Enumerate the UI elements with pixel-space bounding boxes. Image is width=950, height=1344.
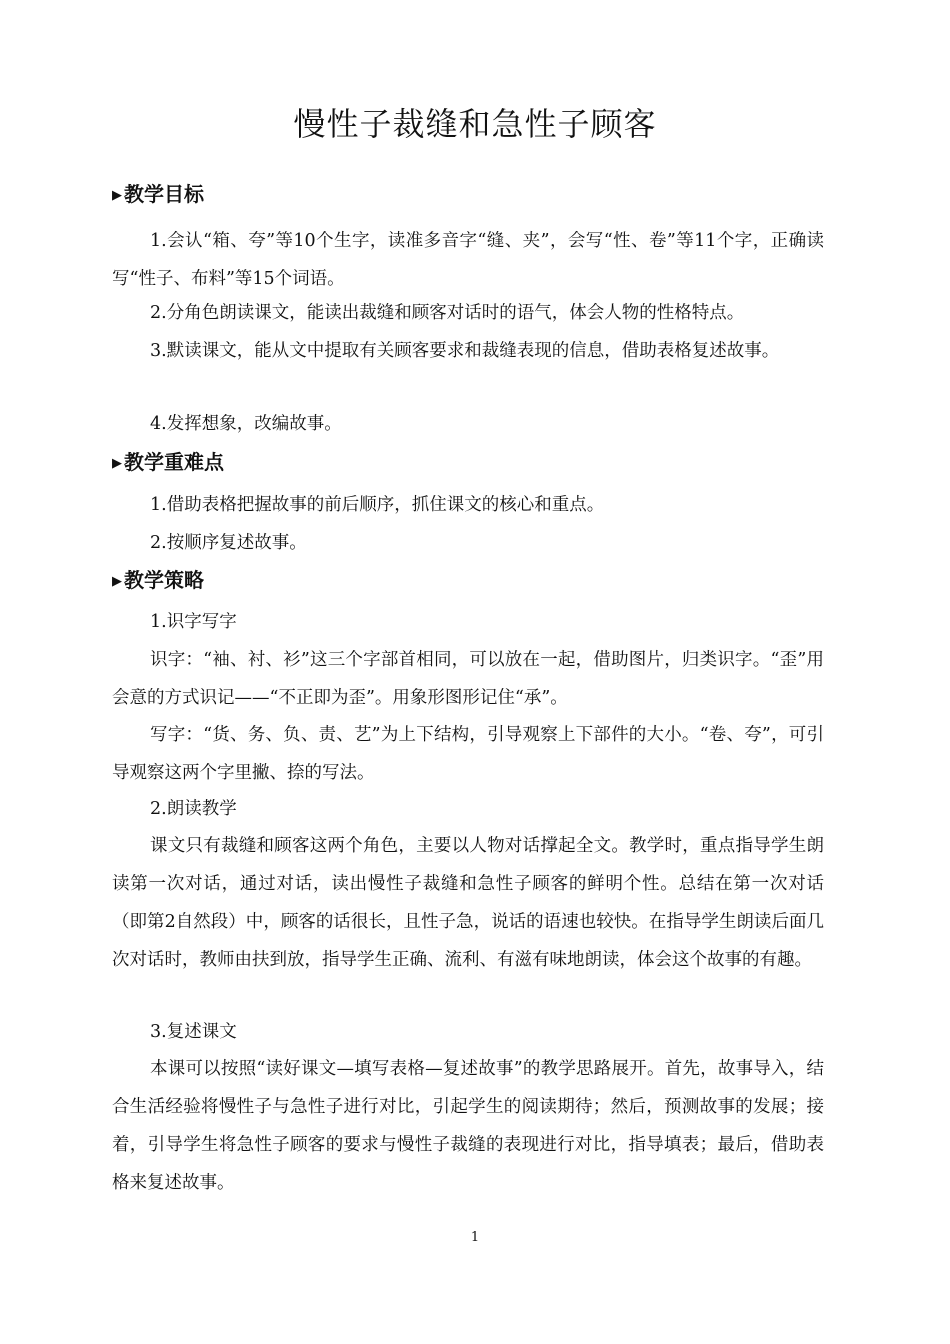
key-point-item-2: 2.按顺序复述故事。	[150, 533, 307, 553]
goal-item-3: 3.默读课文，能从文中提取有关顾客要求和裁缝表现的信息，借助表格复述故事。	[150, 341, 780, 361]
section-heading-text: 教学重难点	[124, 450, 224, 474]
triangle-bullet-icon: ▶	[112, 188, 122, 203]
strategy-paragraph-retelling: 本课可以按照“读好课文—填写表格—复述故事”的教学思路展开。首先，故事导入，结合生活经验将慢性子与急性子进行对比，引起学生的阅读期待；然后，预测故事的发展；接着，引导学生将急性子顾客的要求与慢性子裁缝的表现进行对比，指导填表；最后，借助表格来复述故事。	[112, 1059, 824, 1193]
triangle-bullet-icon: ▶	[112, 456, 122, 471]
triangle-bullet-icon: ▶	[112, 574, 122, 589]
goal-item-2: 2.分角色朗读课文，能读出裁缝和顾客对话时的语气，体会人物的性格特点。	[150, 303, 745, 323]
document-title: 慢性子裁缝和急性子顾客	[293, 105, 657, 143]
goal-item-1: 1.会认“箱、夸”等10个生字，读准多音字“缝、夹”，会写“性、卷”等11个字，正确读写“性子、布料”等15个词语。	[112, 231, 824, 289]
section-heading-text: 教学策略	[124, 568, 204, 592]
strategy-subheading-literacy: 1.识字写字	[150, 612, 237, 632]
strategy-paragraph-writing: 写字：“货、务、负、责、艺”为上下结构，引导观察上下部件的大小。“卷、夸”，可引导观察这两个字里撇、捺的写法。	[112, 725, 824, 783]
page-number: 1	[470, 1230, 480, 1245]
section-heading-text: 教学目标	[124, 182, 204, 206]
goal-item-4: 4.发挥想象，改编故事。	[150, 414, 342, 434]
section-heading-strategy	[112, 565, 204, 597]
section-heading-key-points	[112, 447, 224, 479]
key-point-item-1: 1.借助表格把握故事的前后顺序，抓住课文的核心和重点。	[150, 495, 605, 515]
strategy-paragraph-reading: 课文只有裁缝和顾客这两个角色，主要以人物对话撑起全文。教学时，重点指导学生朗读第一次对话，通过对话，读出慢性子裁缝和急性子顾客的鲜明个性。总结在第一次对话（即第2自然段）中，顾客的话很长，且性子急，说话的语速也较快。在指导学生朗读后面几次对话时，教师由扶到放，指导学生正确、流利、有滋有味地朗读，体会这个故事的有趣。	[112, 836, 824, 970]
strategy-subheading-reading: 2.朗读教学	[150, 799, 237, 819]
section-heading-goals	[112, 179, 204, 211]
strategy-paragraph-recognition: 识字：“袖、衬、衫”这三个字部首相同，可以放在一起，借助图片，归类识字。“歪”用会意的方式识记——“不正即为歪”。用象形图形记住“承”。	[112, 650, 824, 708]
strategy-subheading-retelling: 3.复述课文	[150, 1022, 237, 1042]
